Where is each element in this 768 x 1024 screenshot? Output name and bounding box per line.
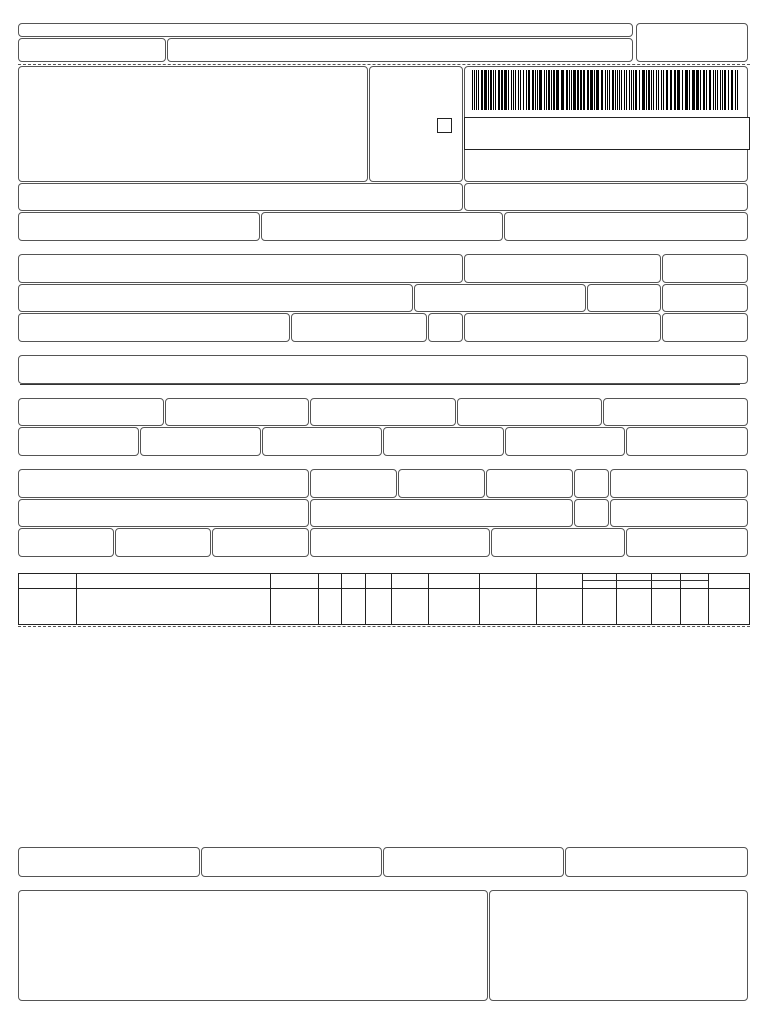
barcode-bar <box>661 70 662 110</box>
barcode-bar <box>670 70 672 110</box>
carrier-tax-id-box <box>610 469 748 498</box>
barcode-bar <box>674 70 676 110</box>
table-cell <box>429 589 480 625</box>
address-box <box>18 284 413 312</box>
table-row <box>19 589 750 625</box>
col-header <box>342 574 366 589</box>
antt-code-box <box>398 469 485 498</box>
carrier-address-box <box>18 499 309 527</box>
barcode-bar <box>648 70 650 110</box>
products-total-box <box>603 398 748 426</box>
barcode-bar <box>715 70 716 110</box>
items-header-row <box>19 574 750 589</box>
barcode-bar <box>706 70 707 110</box>
discount-box <box>262 427 382 456</box>
barcode-bar <box>666 70 668 110</box>
barcode-bar <box>553 70 555 110</box>
barcode-bar <box>651 70 652 110</box>
st-base-box <box>310 398 456 426</box>
invoice-underline <box>20 384 740 385</box>
barcode-bar <box>631 70 632 110</box>
barcode-bar <box>551 70 552 110</box>
st-value-box <box>457 398 602 426</box>
barcode-bar <box>474 70 475 110</box>
barcode-bar <box>703 70 705 110</box>
table-cell <box>342 589 366 625</box>
barcode-bar <box>580 70 582 110</box>
volume-qty-box <box>18 528 114 557</box>
freight-box <box>18 427 139 456</box>
barcode-bar <box>626 70 627 110</box>
barcode-bar <box>548 70 550 110</box>
issqn-services-total-box <box>201 847 382 877</box>
barcode-bar <box>615 70 616 110</box>
barcode-bar <box>635 70 637 110</box>
col-header <box>709 574 750 589</box>
issue-date-box <box>662 254 748 283</box>
state-reg-box <box>18 212 260 241</box>
barcode-bar <box>656 70 657 110</box>
barcode-bar <box>535 70 536 110</box>
barcode-bar <box>573 70 576 110</box>
table-cell <box>709 589 750 625</box>
issqn-base-box <box>383 847 564 877</box>
col-header <box>19 574 77 589</box>
barcode-bar <box>526 70 527 110</box>
col-header <box>480 574 537 589</box>
barcode-bar <box>646 70 647 110</box>
invoice-box <box>18 355 748 384</box>
items-end-line <box>18 626 750 627</box>
barcode-bar <box>653 70 654 110</box>
barcode-bar <box>685 70 688 110</box>
barcode-bar <box>629 70 630 110</box>
col-header <box>617 574 652 589</box>
phone-box <box>291 313 427 342</box>
table-cell <box>537 589 583 625</box>
additional-info-box <box>18 890 488 1001</box>
barcode-bar <box>663 70 664 110</box>
volume-numbering-box <box>310 528 490 557</box>
barcode-bar <box>504 70 507 110</box>
table-cell <box>583 589 617 625</box>
barcode-bar <box>495 70 496 110</box>
table-cell <box>319 589 342 625</box>
district-box <box>414 284 586 312</box>
barcode-bar <box>571 70 572 110</box>
col-header <box>77 574 271 589</box>
col-header <box>429 574 480 589</box>
barcode-bar <box>569 70 570 110</box>
barcode-bar <box>532 70 534 110</box>
col-header <box>319 574 342 589</box>
barcode-bar <box>566 70 568 110</box>
insurance-box <box>140 427 261 456</box>
barcode-bar <box>720 70 721 110</box>
barcode-bar <box>692 70 695 110</box>
receipt-cut-line <box>18 64 750 65</box>
barcode-bar <box>513 70 514 110</box>
barcode-bar <box>619 70 620 110</box>
gross-weight-box <box>491 528 625 557</box>
table-cell <box>19 589 77 625</box>
receipt-info-box <box>18 23 633 37</box>
barcode-bar <box>601 70 603 110</box>
col-header <box>652 574 681 589</box>
barcode-bar <box>737 70 738 110</box>
ipi-value-box <box>505 427 625 456</box>
state-reg-st-box <box>261 212 503 241</box>
col-header <box>583 574 617 589</box>
table-cell <box>480 589 537 625</box>
barcode-bar <box>498 70 500 110</box>
exit-time-box <box>662 313 748 342</box>
recipient-name-box <box>18 254 463 283</box>
barcode-bar <box>537 70 538 110</box>
barcode-bar <box>609 70 610 110</box>
barcode-bar <box>607 70 608 110</box>
barcode-image <box>472 70 742 110</box>
vehicle-plate-box <box>486 469 573 498</box>
col-header <box>537 574 583 589</box>
tax-base-box <box>18 398 164 426</box>
barcode-bar <box>490 70 492 110</box>
barcode-bar <box>617 70 618 110</box>
barcode-bar <box>658 70 659 110</box>
barcode-bar <box>713 70 714 110</box>
barcode-bar <box>709 70 711 110</box>
reserved-fisco-box <box>489 890 748 1001</box>
table-cell <box>271 589 319 625</box>
volume-brand-box <box>212 528 309 557</box>
barcode-bar <box>700 70 701 110</box>
barcode-bar <box>633 70 634 110</box>
barcode-bar <box>508 70 509 110</box>
tax-id-box <box>504 212 748 241</box>
doc-type-box <box>369 66 463 182</box>
issuer-box <box>18 66 368 182</box>
barcode-bar <box>590 70 593 110</box>
barcode-bar <box>561 70 564 110</box>
barcode-bar <box>484 70 487 110</box>
access-key-box <box>464 66 748 182</box>
barcode-bar <box>724 70 726 110</box>
recipient-ie-box <box>464 313 661 342</box>
receipt-date-box <box>18 38 166 62</box>
protocol-auth-box <box>464 183 748 211</box>
barcode-bar <box>677 70 680 110</box>
operation-nature-box <box>18 183 463 211</box>
col-header <box>366 574 392 589</box>
barcode-bar <box>544 70 545 110</box>
other-expenses-box <box>383 427 504 456</box>
entry-exit-checkbox <box>437 118 452 133</box>
barcode-bar <box>476 70 477 110</box>
barcode-bar <box>717 70 718 110</box>
carrier-ie-box <box>610 499 748 527</box>
table-cell <box>681 589 709 625</box>
barcode-bar <box>624 70 625 110</box>
barcode-bar <box>621 70 622 110</box>
table-cell <box>617 589 652 625</box>
receipt-number-box <box>636 23 748 62</box>
barcode-bar <box>605 70 606 110</box>
barcode-bar <box>735 70 736 110</box>
barcode-bar <box>642 70 645 110</box>
barcode-bar <box>682 70 683 110</box>
access-key-field <box>464 117 750 150</box>
barcode-bar <box>696 70 699 110</box>
barcode-bar <box>577 70 579 110</box>
barcode-bar <box>594 70 595 110</box>
barcode-bar <box>528 70 530 110</box>
table-cell <box>366 589 392 625</box>
barcode-bar <box>515 70 516 110</box>
barcode-bar <box>722 70 723 110</box>
barcode-bar <box>478 70 479 110</box>
city-box <box>18 313 290 342</box>
zip-box <box>587 284 661 312</box>
rate-group-divider <box>582 580 708 581</box>
carrier-name-box <box>18 469 309 498</box>
barcode-bar <box>587 70 589 110</box>
barcode-bar <box>481 70 483 110</box>
barcode-bar <box>689 70 690 110</box>
barcode-bar <box>523 70 524 110</box>
barcode-bar <box>731 70 733 110</box>
volume-species-box <box>115 528 211 557</box>
barcode-bar <box>520 70 521 110</box>
carrier-city-box <box>310 499 573 527</box>
net-weight-box <box>626 528 748 557</box>
barcode-bar <box>583 70 585 110</box>
issqn-value-box <box>565 847 748 877</box>
carrier-state-box <box>574 499 609 527</box>
vehicle-state-box <box>574 469 609 498</box>
barcode-bar <box>539 70 542 110</box>
table-cell <box>652 589 681 625</box>
barcode-bar <box>612 70 614 110</box>
invoice-total-box <box>626 427 748 456</box>
barcode-bar <box>596 70 599 110</box>
barcode-bar <box>493 70 494 110</box>
barcode-bar <box>501 70 503 110</box>
barcode-bar <box>472 70 473 110</box>
state-box <box>428 313 463 342</box>
freight-mode-box <box>310 469 397 498</box>
icms-value-box <box>165 398 309 426</box>
table-cell <box>77 589 271 625</box>
barcode-bar <box>639 70 640 110</box>
col-header <box>392 574 429 589</box>
issqn-municipal-reg-box <box>18 847 200 877</box>
barcode-bar <box>728 70 729 110</box>
barcode-bar <box>546 70 547 110</box>
barcode-bar <box>556 70 559 110</box>
receipt-signature-box <box>167 38 633 62</box>
barcode-bar <box>518 70 519 110</box>
table-cell <box>392 589 429 625</box>
exit-date-box <box>662 284 748 312</box>
col-header <box>681 574 709 589</box>
recipient-tax-id-box <box>464 254 661 283</box>
barcode-bar <box>488 70 489 110</box>
barcode-bar <box>511 70 512 110</box>
col-header <box>271 574 319 589</box>
